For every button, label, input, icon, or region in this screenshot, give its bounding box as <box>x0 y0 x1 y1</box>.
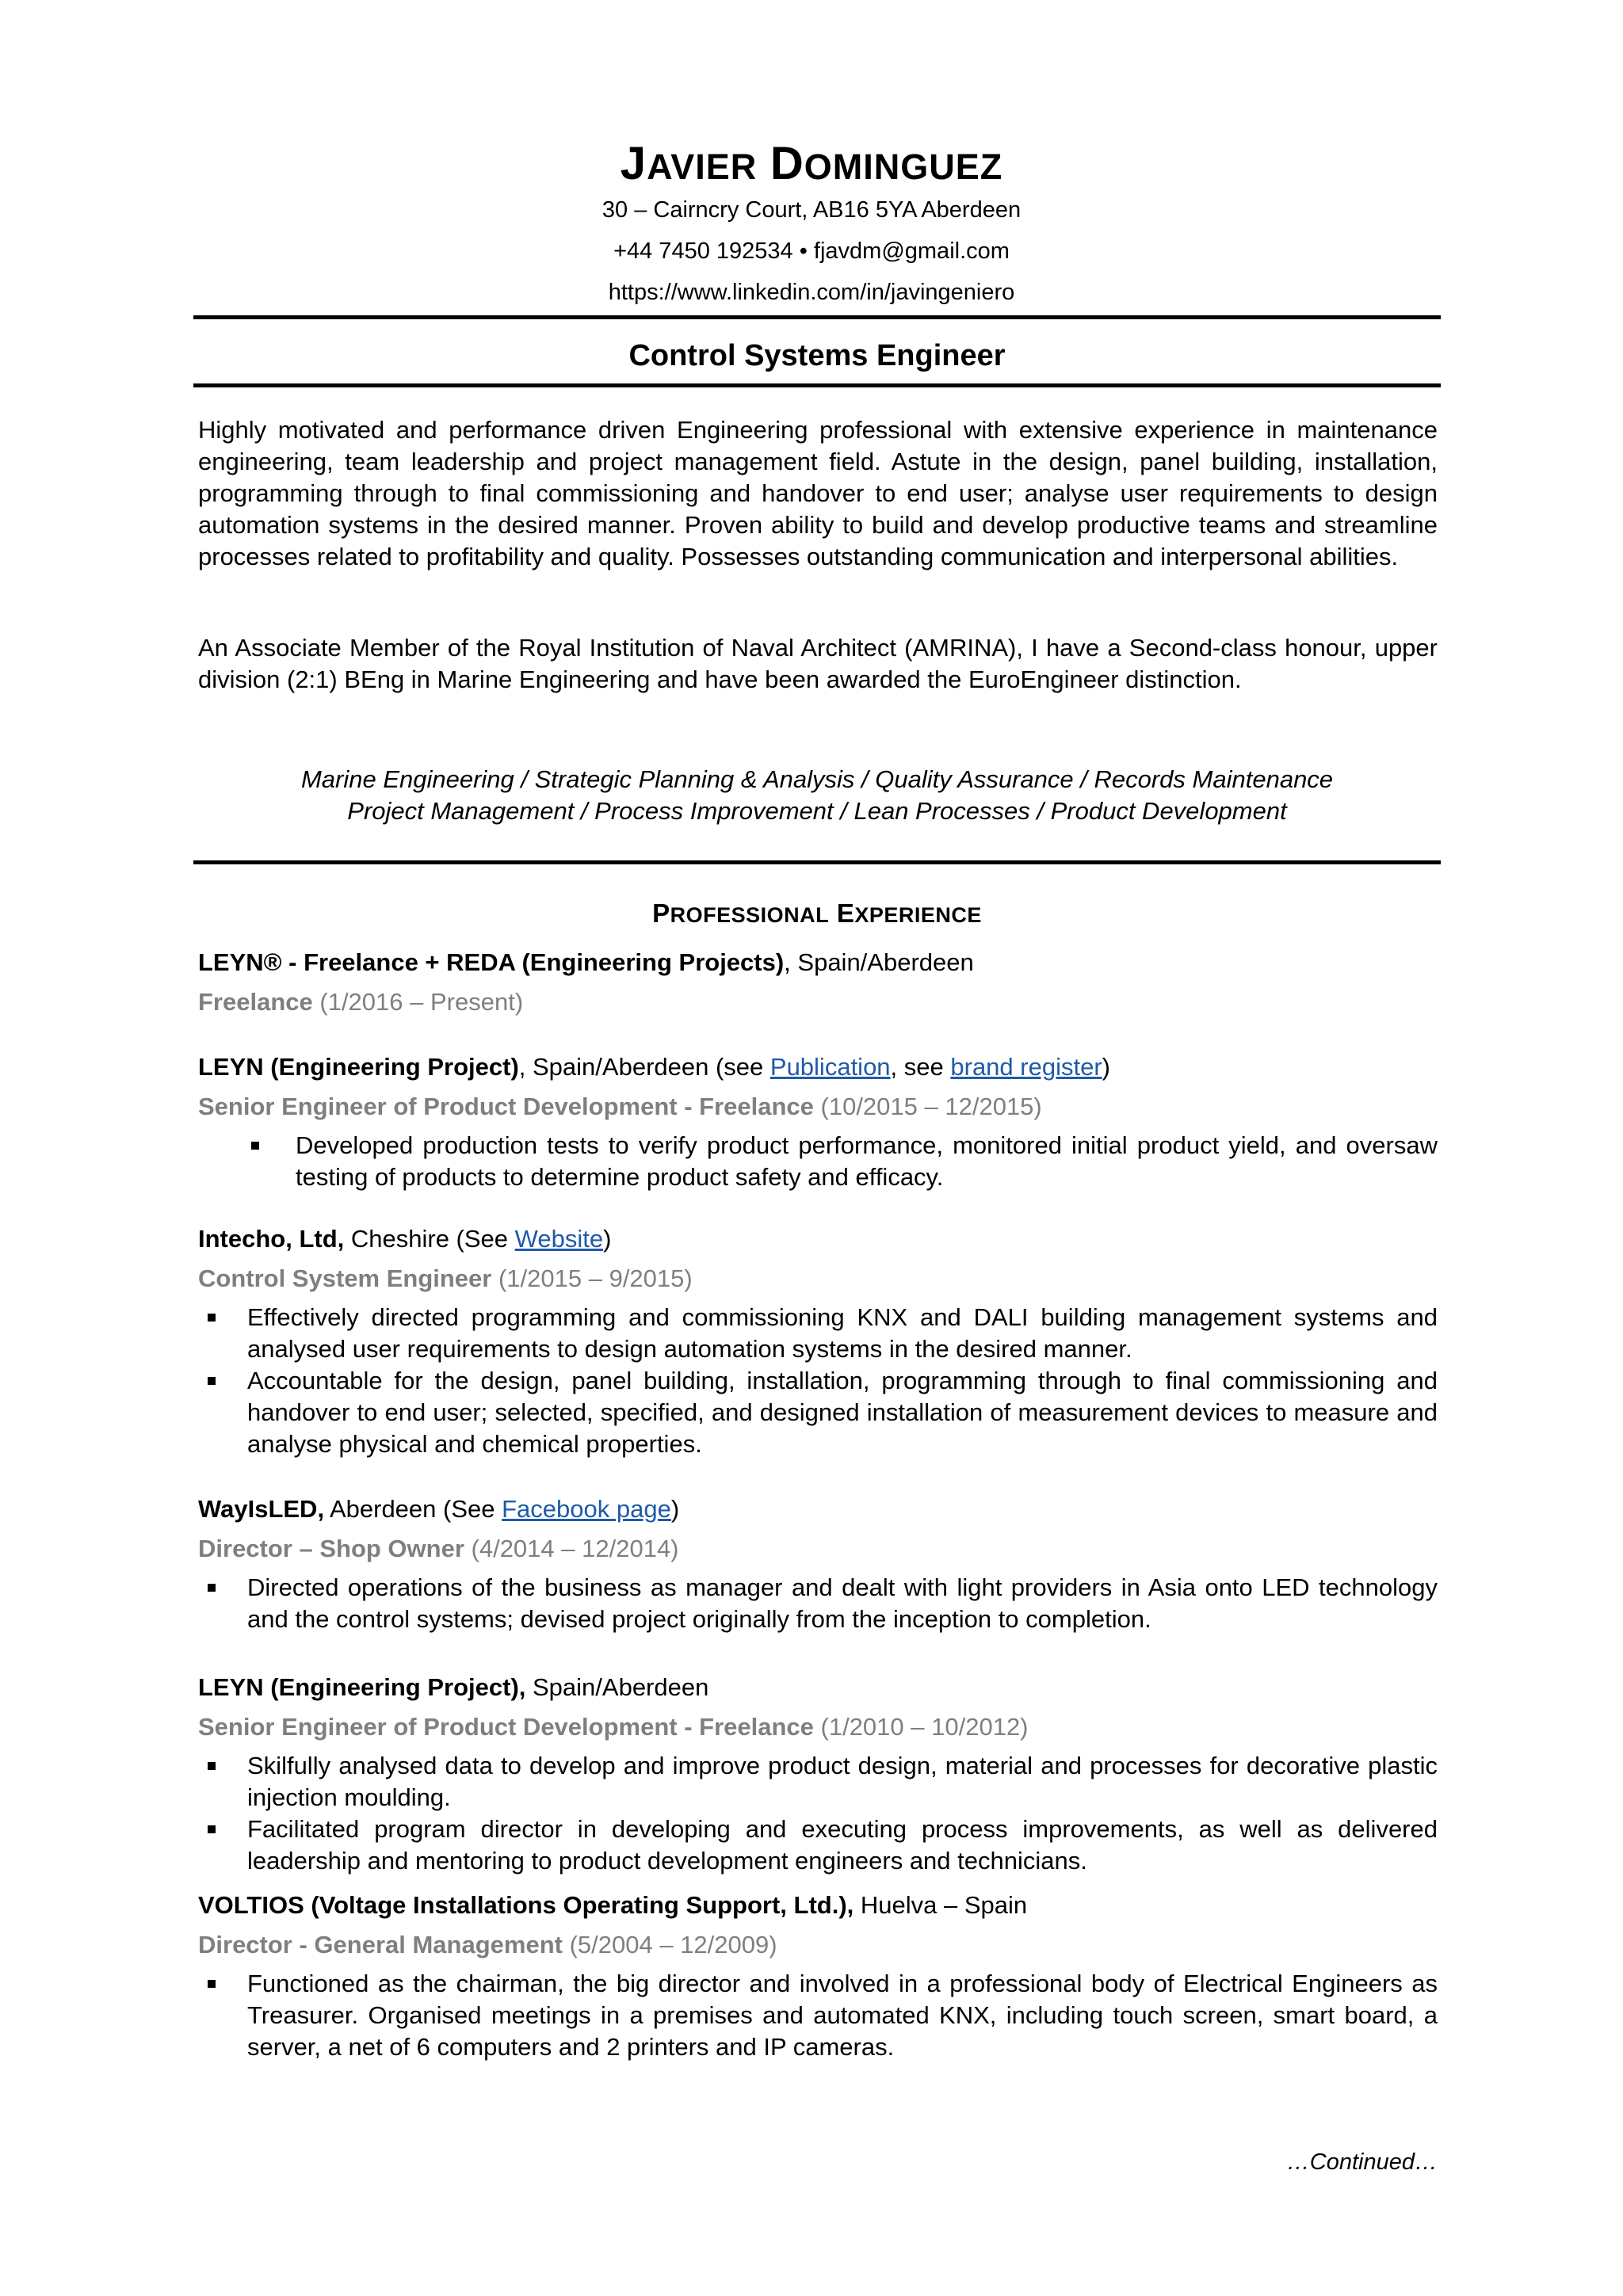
experience-entry <box>198 1051 1438 1193</box>
role-line: Freelance (1/2016 – Present) <box>198 988 524 1016</box>
role-line: Senior Engineer of Product Development - Freelance (1/2010 – 10/2012) <box>198 1713 1029 1741</box>
bullet-square-icon <box>208 1825 216 1833</box>
bullet-item: Developed production tests to verify product performance, monitored initial product yield, and oversaw testing of products to determine product safety and efficacy. <box>198 1130 1438 1193</box>
resume-header <box>0 138 1623 311</box>
experience-entry <box>198 1889 1438 2063</box>
bullet-square-icon <box>208 1980 216 1988</box>
section-title-experience: PROFESSIONAL EXPERIENCE <box>652 898 982 928</box>
company-line: Intecho, Ltd, Cheshire (See Website) <box>198 1225 612 1253</box>
summary-paragraph: An Associate Member of the Royal Institution of Naval Architect (AMRINA), I have a Second-class honour, upper division (2:1) BEng in Marine Engineering and have been awarded the EuroEngineer distinction. <box>198 634 1438 693</box>
bullet-item: Facilitated program director in developing and executing process improvements, as well as delivered leadership and mentoring to product development engineers and technicians. <box>198 1814 1438 1877</box>
publication-link[interactable]: Publication <box>769 1053 891 1081</box>
experience-entry <box>198 946 1438 1019</box>
bullet-square-icon <box>208 1377 216 1385</box>
divider-rule <box>193 860 1441 864</box>
role-line: Director - General Management (5/2004 – 12/2009) <box>198 1931 777 1958</box>
bullet-square-icon <box>251 1142 259 1150</box>
company-line: WayIsLED, Aberdeen (See Facebook page) <box>198 1495 680 1523</box>
bullet-square-icon <box>208 1584 216 1592</box>
experience-entry <box>198 1493 1438 1635</box>
divider-rule <box>193 383 1441 387</box>
company-line: LEYN® - Freelance + REDA (Engineering Projects), Spain/Aberdeen <box>198 948 974 976</box>
experience-entry <box>198 1222 1438 1460</box>
bullet-list <box>198 1572 1438 1635</box>
skills-line: Project Management / Process Improvement / Lean Processes / Product Development <box>347 797 1287 825</box>
contact-address: 30 – Cairncry Court, AB16 5YA Aberdeen <box>601 197 1022 223</box>
bullet-item: Effectively directed programming and commissioning KNX and DALI building management systems and analysed user requirements to design automation systems in the desired manner. <box>198 1302 1438 1365</box>
summary-paragraph: Highly motivated and performance driven Engineering professional with extensive experience in maintenance engineering, team leadership and project management field. Astute in the design, panel building, installation, programming through to final commissioning and handover to end user; analyse user requirements to design automation systems in the desired manner. Proven ability to build and develop productive teams and streamline processes related to profitability and quality. Possesses outstanding communication and interpersonal abilities. <box>198 416 1438 570</box>
company-line: VOLTIOS (Voltage Installations Operating Support, Ltd.), Huelva – Spain <box>198 1891 1028 1919</box>
bullet-item: Functioned as the chairman, the big director and involved in a professional body of Electrical Engineers as Treasurer. Organised meetings in a premises and automated KNX, including touch screen, smart board, a server, a net of 6 computers and 2 printers and IP cameras. <box>198 1968 1438 2063</box>
skills-list <box>193 764 1441 827</box>
role-line: Senior Engineer of Product Development - Freelance (10/2015 – 12/2015) <box>198 1093 1042 1120</box>
bullet-list <box>198 1750 1438 1877</box>
bullet-item: Skilfully analysed data to develop and improve product design, material and processes for decorative plastic injection moulding. <box>198 1750 1438 1814</box>
role-line: Director – Shop Owner (4/2014 – 12/2014) <box>198 1535 679 1562</box>
website-link[interactable]: Website <box>514 1225 604 1253</box>
bullet-list <box>198 1130 1438 1193</box>
continued-note: …Continued… <box>1286 2149 1438 2175</box>
job-title: Control Systems Engineer <box>628 339 1006 372</box>
company-line: LEYN (Engineering Project), Spain/Aberdeen (see Publication, see brand register) <box>198 1053 1110 1081</box>
bullet-square-icon <box>208 1762 216 1770</box>
brand-register-link[interactable]: brand register <box>950 1053 1102 1081</box>
divider-rule <box>193 315 1441 319</box>
bullet-list <box>198 1302 1438 1460</box>
bullet-list <box>198 1968 1438 2063</box>
bullet-item: Accountable for the design, panel building, installation, programming through to final commissioning and handover to end user; selected, specified, and designed installation of measurement devices to measure and analyse physical and chemical properties. <box>198 1365 1438 1460</box>
company-line: LEYN (Engineering Project), Spain/Aberdeen <box>198 1673 709 1701</box>
experience-entry <box>198 1671 1438 1877</box>
bullet-item: Directed operations of the business as manager and dealt with light providers in Asia onto LED technology and the control systems; devised project originally from the inception to completion. <box>198 1572 1438 1635</box>
role-line: Control System Engineer (1/2015 – 9/2015) <box>198 1264 693 1292</box>
bullet-square-icon <box>208 1314 216 1322</box>
facebook-page-link[interactable]: Facebook page <box>502 1495 671 1523</box>
candidate-name: JAVIER DOMINGUEZ <box>620 138 1003 189</box>
contact-phone-email: +44 7450 192534 • fjavdm@gmail.com <box>613 238 1010 264</box>
contact-linkedin: https://www.linkedin.com/in/javingeniero <box>608 280 1015 305</box>
skills-line: Marine Engineering / Strategic Planning & Analysis / Quality Assurance / Records Maintenance <box>300 765 1334 793</box>
